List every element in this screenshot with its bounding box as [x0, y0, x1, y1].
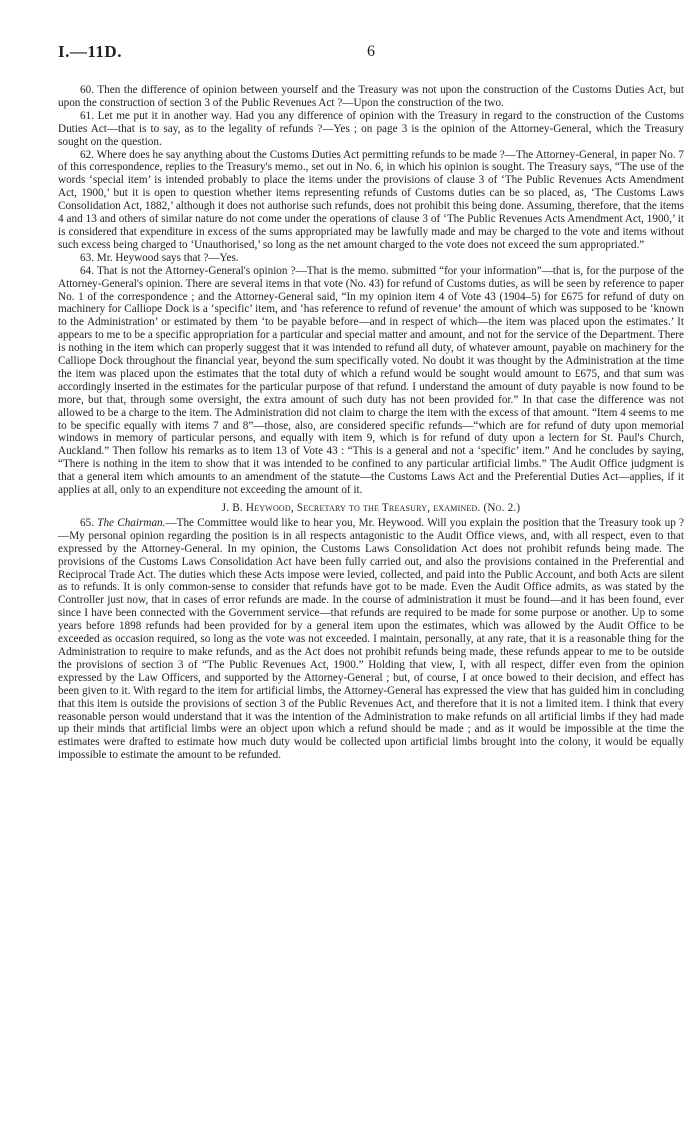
section-heading: J. B. Heywood, Secretary to the Treasury, examined. (No. 2.)	[221, 502, 521, 514]
page-header	[58, 42, 684, 68]
document-id: I.—11D.	[58, 42, 122, 61]
page-number: 6	[367, 43, 375, 60]
paragraph-63: 63. Mr. Heywood says that ?—Yes.	[80, 251, 239, 264]
paragraph-62: 62. Where does he say anything about the Customs Duties Act permitting refunds to be made ?—The Attorney-General, in paper No. 7 of this correspondence, replies to the Treasury's memo., set out in No. 6, in which his opinion is sought. The Treasury says, “The use of the words ‘special item’ is intended probably to place the items under the provisions of clause 3 of ‘The Public Revenues Acts Amendment Act, 1900,’ but it is open to question whether items representing refunds of Customs duties can be so placed, as, ‘The Customs Laws Consolidation Act, 1882,’ although it does not authorise such refunds, does not prohibit this being done. Assuming, therefore, that the items 4 and 13 and others of similar nature do not come under the operations of clause 3 of ‘The Public Revenues Acts Amendment Act, 1900,’ it is considered that expenditure in excess of the sums appropriated may be lawfully made and may be charged to the vote and items without such excess being charged to ‘Unauthorised,’ so long as the net amount charged to the vote does not exceed the sum appropriated.”	[58, 148, 684, 251]
speaker-label: The Chairman.	[97, 516, 166, 529]
paragraph-65-number: 65.	[80, 516, 94, 529]
paragraph-65-text: —The Committee would like to hear you, Mr. Heywood. Will you explain the position that the Treasury took up ?—My personal opinion regarding the position is in all respects antagonistic to the Audit Office views, and, with all respect, even to that expressed by the Attorney-General. In my opinion, the Customs Laws Consolidation Act does not prohibit refunds being made. The provisions of the Customs Laws Consolidation Act have been fully carried out, and also the provisions contained in the Preferential and Reciprocal Trade Act. The duties which these Acts impose were levied, collected, and paid into the Public Account, and both Acts are silent as to refunds. It is only common-sense to consider that refunds have got to be made. Even the Audit Office admits, as was stated by the Controller just now, that in cases of error refunds are made. In the course of administration it must be found—and it has been found, ever since I have been connected with the Government service—that refunds are required to be made for some purpose or another. Up to some years before 1898 refunds had been provided for by a general item upon the estimates, which was allowed by the Audit Office to be exceeded as occasion required, so long as the vote was not exceeded. I maintain, personally, at any rate, that it is a reasonable thing for the Administration to require to make refunds, and as the Act does not prohibit refunds being made, these refunds appear to me to be outside the provisions of section 3 of “The Public Revenues Act, 1900.” Holding that view, I, with all respect, differ even from the opinion expressed by the Law Officers, and supported by the Attorney-General ; but, of course, I at once bowed to their decision, and effect has been given to it. With regard to the item for artificial limbs, the Attorney-General has expressed the view that has guided him in concluding that this item is outside the provisions of section 3 of the Public Revenues Act, and therefore that it is not a limited item. I think that every reasonable person would understand that it was the intention of the Administration to make refunds on all artificial limbs if they had made up their minds that artificial limbs were an object upon which a refund should be made ; and as it would be impossible at the time the estimates were drafted to estimate how much duty would be collected upon artificial limbs brought into the colony, it would be equally impossible to estimate the amount to be refunded.	[58, 516, 685, 762]
paragraph-64: 64. That is not the Attorney-General's opinion ?—That is the memo. submitted “for your information”—that is, for the purpose of the Attorney-General's opinion. There are several items in that vote (No. 43) for refund of Customs duties, as will be seen by reference to paper No. 1 of the correspondence ; and the Attorney-General said, “In my opinion item 4 of Vote 43 (1904–5) for £675 for refund of duty on machinery for Calliope Dock is a ‘specific’ item, and ‘has reference to refund of revenue’ the amount of which was supposed to be ‘known to the Administration’ or estimated by them ‘to be payable before—and in respect of which—the item was placed upon the estimates.’ It appears to me to be a specific appropriation for a particular and special matter and amount, and not for the service of the Department. There is nothing in the item which can properly suggest that it was intended to refund all duty, of whatever amount, payable on machinery for the Calliope Dock throughout the financial year, beyond the sum specifically voted. No doubt it was thought by the Administration at the time the item was placed upon the estimates that the total duty of which a refund would be sought would amount to £675, and that sum was accordingly inserted in the estimates for the particular purpose of that refund. I understand the amount of duty payable is now found to be more, but that, through some oversight, the extra amount of such duty has not been provided for.” In that case the difference was not allowed to be a charge to the item. The Administration did not claim to charge the item with the excess of that amount. “Item 4 seems to me to be specific equally with items 7 and 8”—those, also, are considered specific refunds—“which are for refund of duty upon memorial windows in memory of particular persons, and equally with item 9, which is for refund of duty upon a lectern for St. Paul's Church, Auckland.” Then follow his remarks as to item 13 of Vote 43 : “This is a general and not a ‘specific’ item.” And he concludes by saying, “There is nothing in the item to show that it was intended to be confined to any particular artificial limbs.” The Audit Office judgment is that a general item which amounts to an amendment of the statute—the Customs Laws Act and the Preferential Duties Act—applies, if it applies at all, only to an expenditure not exceeding the amount of it.	[58, 264, 684, 497]
paragraph-61: 61. Let me put it in another way. Had you any difference of opinion with the Treasury in regard to the construction of the Customs Duties Act—that is to say, as to the legality of refunds ?—Yes ; on page 3 is the opinion of the Attorney-General, which the Treasury sought on the question.	[58, 109, 684, 148]
paragraph-65	[58, 517, 684, 762]
paragraph-60: 60. Then the difference of opinion between yourself and the Treasury was not upon the construction of the Customs Duties Act, but upon the construction of section 3 of the Public Revenues Act ?—Upon the construction of the two.	[58, 84, 684, 109]
document-page	[58, 42, 685, 762]
